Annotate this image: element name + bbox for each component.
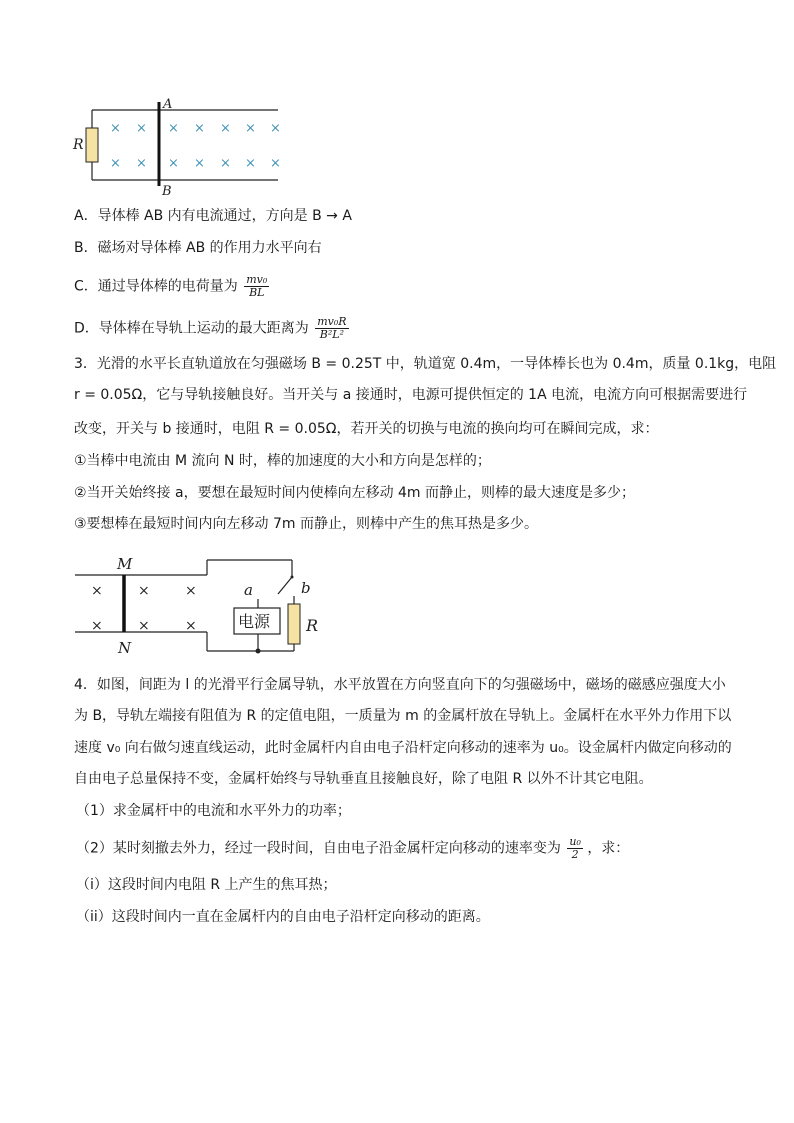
field-mark-icon: × [168, 156, 179, 171]
option-c-text: C．通过导体棒的电荷量为 [74, 278, 238, 295]
field-mark-icon: × [91, 583, 103, 599]
switch-blade [278, 577, 292, 594]
q3-sub-2: ②当开关始终接 a，要想在最短时间内使棒向左移动 4m 而静止，则棒的最大速度是多少； [74, 485, 636, 501]
option-c-fraction [244, 274, 269, 299]
q3-sub-1: ①当棒中电流由 M 流向 N 时，棒的加速度的大小和方向是怎样的； [74, 453, 491, 469]
q4-part-2 [76, 836, 629, 861]
q3-line-3: 改变，开关与 b 接通时，电阻 R = 0.05Ω，若开关的切换与电流的换向均可在瞬间完成，求： [74, 421, 659, 437]
option-c [74, 274, 269, 299]
power-source-label: 电源 [238, 612, 271, 631]
q3-line-1: 3．光滑的水平长直轨道放在匀强磁场 B = 0.25T 中，轨道宽 0.4m，一导体棒长也为 0.4m，质量 0.1kg，电阻 [74, 356, 777, 372]
field-mark-icon: × [138, 583, 150, 599]
field-mark-icon: × [270, 156, 281, 171]
field-mark-icon: × [185, 583, 197, 599]
field-mark-icon: × [220, 121, 231, 136]
label-a: A [163, 97, 173, 112]
field-mark-icon: × [136, 121, 147, 136]
option-d-text: D．导体棒在导轨上运动的最大距离为 [74, 320, 309, 337]
option-b: B．磁场对导体棒 AB 的作用力水平向右 [74, 240, 322, 256]
label-n: N [118, 639, 132, 657]
label-b: B [162, 184, 172, 196]
q4-part-2-numerator: u₀ [569, 835, 581, 848]
q4-part-2-fraction [567, 836, 583, 861]
label-a-terminal: a [244, 581, 253, 599]
field-mark-icon: × [185, 618, 197, 634]
label-r2: R [306, 616, 319, 635]
field-mark-icon: × [138, 618, 150, 634]
figure-rail-rod-ab [70, 96, 290, 196]
field-mark-icon: × [245, 156, 256, 171]
resistor-r2 [288, 604, 300, 644]
q4-line-3: 速度 v₀ 向右做匀速直线运动，此时金属杆内自由电子沿杆定向移动的速率为 u₀。设金属杆内做定向移动的 [74, 740, 732, 756]
option-d-fraction [315, 316, 348, 341]
field-mark-icon: × [194, 156, 205, 171]
resistor-r [86, 128, 98, 162]
q4-sub-i: （i）这段时间内电阻 R 上产生的焦耳热； [76, 877, 337, 893]
option-d-numerator: mv₀R [317, 315, 347, 328]
option-c-numerator: mv₀ [246, 273, 268, 286]
q4-line-2: 为 B，导轨左端接有阻值为 R 的定值电阻，一质量为 m 的金属杆放在导轨上。金属杆在水平外力作用下以 [74, 708, 732, 724]
field-mark-icon: × [220, 156, 231, 171]
q4-part-1: （1）求金属杆中的电流和水平外力的功率； [76, 803, 351, 819]
field-mark-icon: × [110, 156, 121, 171]
field-mark-icon: × [270, 121, 281, 136]
q4-part-2-denominator: 2 [571, 848, 579, 861]
q4-sub-ii: （ii）这段时间内一直在金属杆内的自由电子沿杆定向移动的距离。 [76, 909, 490, 925]
field-mark-icon: × [91, 618, 103, 634]
q3-line-2: r = 0.05Ω，它与导轨接触良好。当开关与 a 接通时，电源可提供恒定的 1A 电流，电流方向可根据需要进行 [74, 387, 748, 403]
field-mark-icon: × [194, 121, 205, 136]
q4-part-2-suffix: ，求： [587, 840, 630, 857]
label-b-terminal: b [301, 579, 311, 597]
option-d-denominator: B²L² [319, 328, 345, 341]
field-mark-icon: × [110, 121, 121, 136]
q4-line-1: 4．如图，间距为 l 的光滑平行金属导轨，水平放置在方向竖直向下的匀强磁场中，磁场的磁感应强度大小 [74, 677, 726, 693]
option-a: A．导体棒 AB 内有电流通过，方向是 B → A [74, 208, 352, 224]
q4-part-2-text: （2）某时刻撤去外力，经过一段时间，自由电子沿金属杆定向移动的速率变为 [76, 840, 561, 857]
figure-rail-rod-mn-circuit [70, 552, 340, 662]
field-mark-icon: × [245, 121, 256, 136]
option-d [74, 316, 349, 341]
field-mark-icon: × [136, 156, 147, 171]
q3-sub-3: ③要想棒在最短时间内向左移动 7m 而静止，则棒中产生的焦耳热是多少。 [74, 516, 538, 532]
label-r: R [73, 137, 84, 153]
field-mark-icon: × [168, 121, 179, 136]
option-c-denominator: BL [249, 286, 265, 299]
q4-line-4: 自由电子总量保持不变，金属杆始终与导轨垂直且接触良好，除了电阻 R 以外不计其它电阻。 [74, 771, 653, 787]
label-m: M [117, 555, 133, 573]
